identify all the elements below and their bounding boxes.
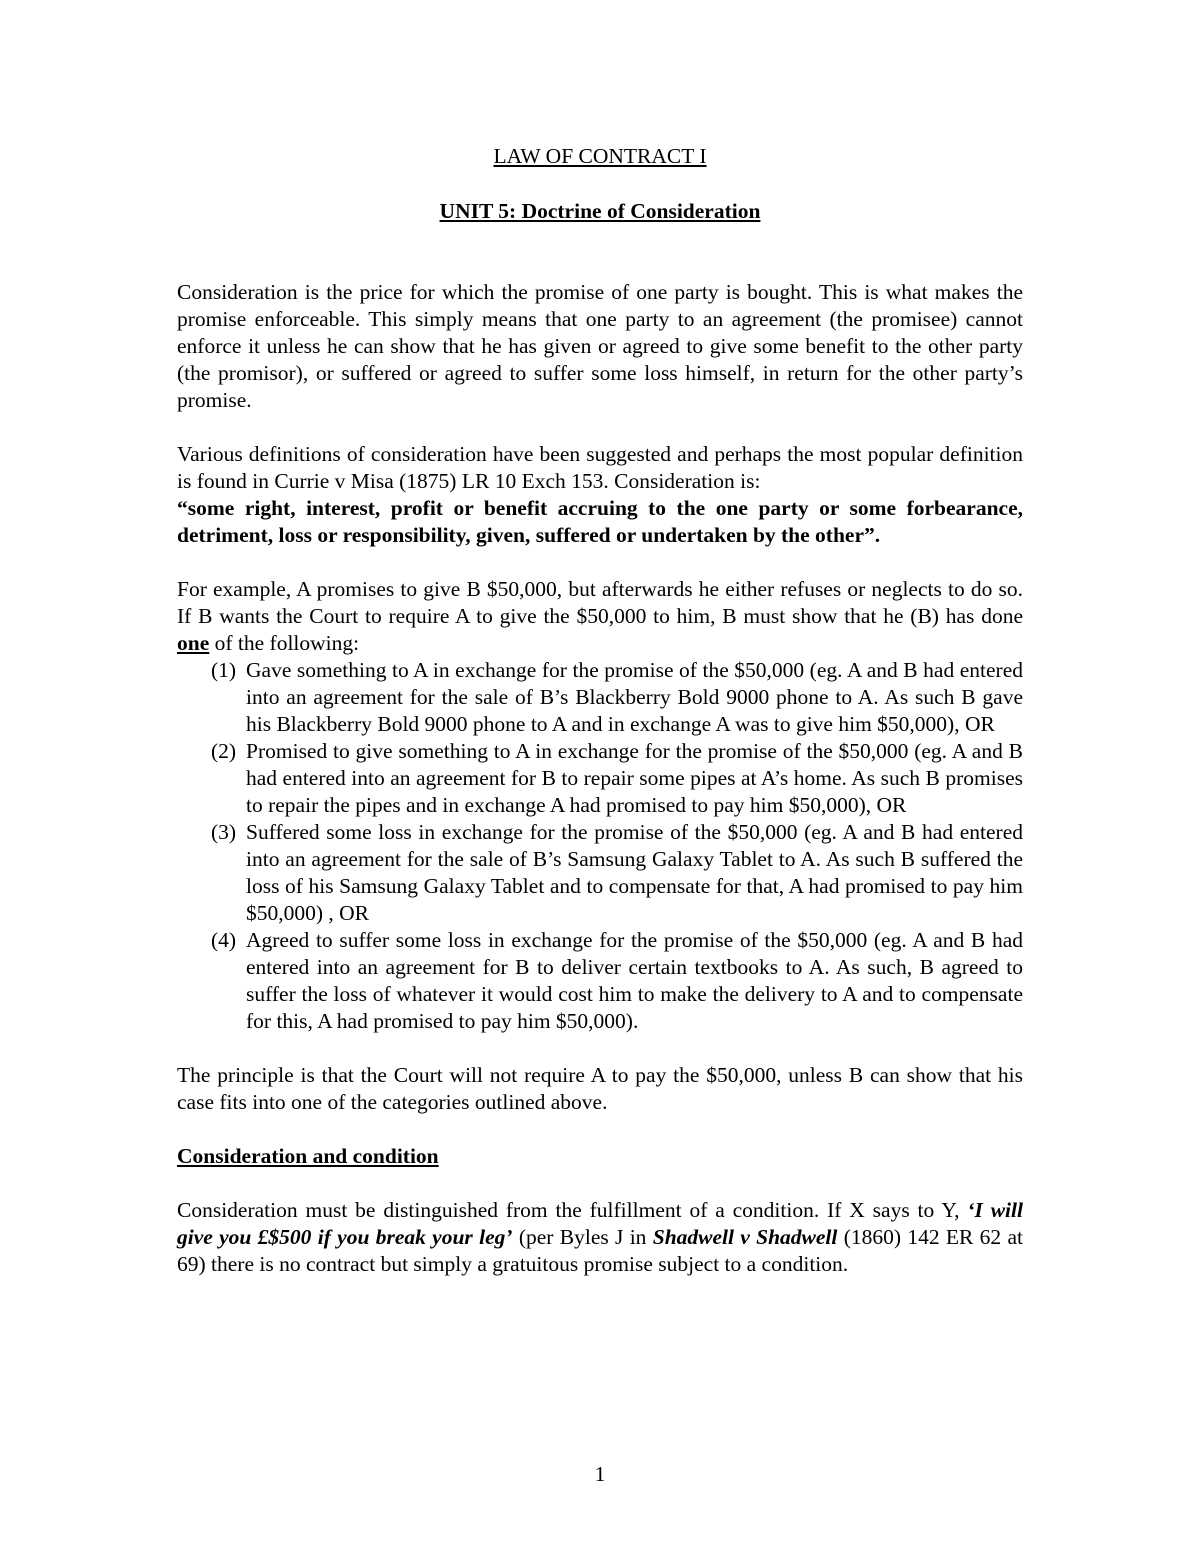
principle-paragraph: The principle is that the Court will not require A to pay the $50,000, unless B can show that his case fits into one of the categories outlined above. xyxy=(177,1063,1023,1114)
intro-paragraph: Consideration is the price for which the promise of one party is bought. This is what makes the promise enforceable. This simply means that one party to an agreement (the promisee) cannot enforce it unless he can show that he has given or agreed to give some benefit to the other party (the promisor), or suffered or agreed to suffer some loss himself, in return for the other party’s promise. xyxy=(177,280,1023,412)
list-item-text: Gave something to A in exchange for the promise of the $50,000 (eg. A and B had entered into an agreement for the sale of B’s Blackberry Bold 9000 phone to A. As such B gave his Blackberry Bold 9000 phone to A and in exchange A was to give him $50,000), OR xyxy=(246,658,1023,736)
condition-quote: ‘I will give you £$500 if you break your leg’ xyxy=(177,1198,1023,1249)
example-emphasis: one xyxy=(177,631,210,655)
list-item-text: Agreed to suffer some loss in exchange for the promise of the $50,000 (eg. A and B had entered into an agreement for B to deliver certain textbooks to A. As such, B agreed to suffer the loss of whatever it would cost him to make the delivery to A and to compensate for this, A had promised to pay him $50,000). xyxy=(246,928,1023,1033)
condition-paragraph xyxy=(177,1197,1023,1278)
example-paragraph xyxy=(177,576,1023,657)
list-item-text: Promised to give something to A in exchange for the promise of the $50,000 (eg. A and B had entered into an agreement for B to repair some pipes at A’s home. As such B promises to repair the pipes and in exchange A had promised to pay him $50,000), OR xyxy=(246,739,1023,817)
list-item xyxy=(177,738,1023,819)
list-item xyxy=(177,927,1023,1035)
condition-text-start: Consideration must be distinguished from the fulfillment of a condition. If X says to Y, xyxy=(177,1198,968,1222)
list-item xyxy=(177,657,1023,738)
condition-text-middle: (per Byles J in xyxy=(512,1225,653,1249)
document-body xyxy=(177,143,1023,1305)
condition-text-end: (1860) 142 ER 62 at 69) there is no contract but simply a gratuitous promise subject to a condition. xyxy=(177,1225,1023,1276)
list-item-number: (2) xyxy=(211,739,237,763)
section-heading: Consideration and condition xyxy=(177,1144,439,1168)
case-name: Shadwell v Shadwell xyxy=(652,1225,838,1249)
list-item xyxy=(177,819,1023,927)
page-number: 1 xyxy=(594,1462,606,1486)
case-list xyxy=(177,657,1023,1035)
definitions-paragraph: Various definitions of consideration have been suggested and perhaps the most popular definition is found in Currie v Misa (1875) LR 10 Exch 153. Consideration is: xyxy=(177,442,1023,493)
example-text-end: of the following: xyxy=(209,631,360,655)
list-item-number: (3) xyxy=(211,820,237,844)
example-text-start: For example, A promises to give B $50,000, but afterwards he either refuses or neglects to do so. If B wants the Court to require A to give the $50,000 to him, B must show that he (B) has done xyxy=(177,577,1023,628)
list-item-number: (1) xyxy=(211,658,237,682)
list-item-number: (4) xyxy=(211,928,237,952)
unit-heading: UNIT 5: Doctrine of Consideration xyxy=(439,199,761,223)
list-item-text: Suffered some loss in exchange for the promise of the $50,000 (eg. A and B had entered into an agreement for the sale of B’s Samsung Galaxy Tablet to A. As such B suffered the loss of his Samsung Galaxy Tablet and to compensate for that, A had promised to pay him $50,000) , OR xyxy=(246,820,1023,925)
document-title: LAW OF CONTRACT I xyxy=(493,144,707,168)
definition-quote: “some right, interest, profit or benefit accruing to the one party or some forbearance, detriment, loss or responsibility, given, suffered or undertaken by the other”. xyxy=(177,496,1023,547)
